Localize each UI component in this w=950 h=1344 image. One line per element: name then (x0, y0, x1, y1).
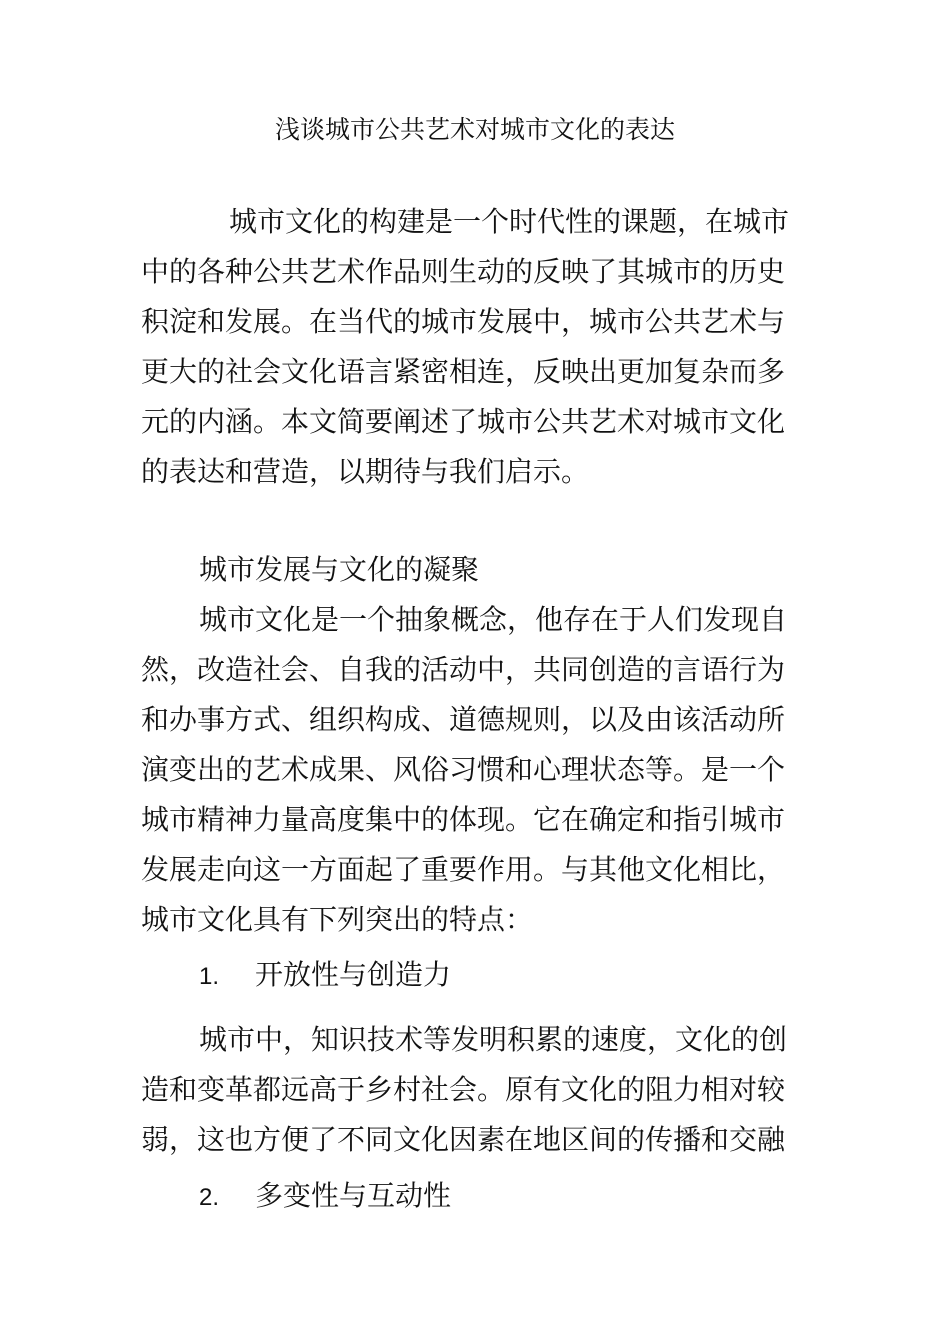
abstract-line: 更大的社会文化语言紧密相连，反映出更加复杂而多 (141, 355, 786, 388)
document-title: 浅谈城市公共艺术对城市文化的表达 (274, 115, 675, 144)
list-item-heading (199, 1176, 879, 1218)
list-item-title: 多变性与互动性 (255, 1179, 452, 1212)
list-item-heading (199, 955, 879, 997)
list-item-title: 开放性与创造力 (255, 958, 452, 991)
body-line: 造和变革都远高于乡村社会。原有文化的阻力相对较 (141, 1073, 786, 1106)
body-line: 演变出的艺术成果、风俗习惯和心理状态等。是一个 (141, 753, 786, 786)
list-item-number: 2. (199, 1184, 220, 1211)
list-item-number: 1. (199, 963, 220, 990)
body-line: 城市文化具有下列突出的特点： (141, 903, 534, 936)
abstract-line: 的表达和营造，以期待与我们启示。 (141, 455, 590, 488)
body-line: 城市中，知识技术等发明积累的速度，文化的创 (199, 1023, 788, 1056)
abstract-line: 城市文化的构建是一个时代性的课题，在城市 (229, 205, 790, 238)
body-line: 和办事方式、组织构成、道德规则，以及由该活动所 (141, 703, 786, 736)
section-heading: 城市发展与文化的凝聚 (199, 553, 480, 586)
body-line: 城市文化是一个抽象概念，他存在于人们发现自 (199, 603, 788, 636)
abstract-line: 中的各种公共艺术作品则生动的反映了其城市的历史 (141, 255, 786, 288)
abstract-line: 元的内涵。本文简要阐述了城市公共艺术对城市文化 (141, 405, 786, 438)
abstract-line: 积淀和发展。在当代的城市发展中，城市公共艺术与 (141, 305, 786, 338)
body-line: 发展走向这一方面起了重要作用。与其他文化相比， (141, 853, 786, 886)
body-line: 弱，这也方便了不同文化因素在地区间的传播和交融 (141, 1123, 786, 1156)
body-line: 城市精神力量高度集中的体现。它在确定和指引城市 (141, 803, 786, 836)
body-line: 然，改造社会、自我的活动中，共同创造的言语行为 (141, 653, 786, 686)
